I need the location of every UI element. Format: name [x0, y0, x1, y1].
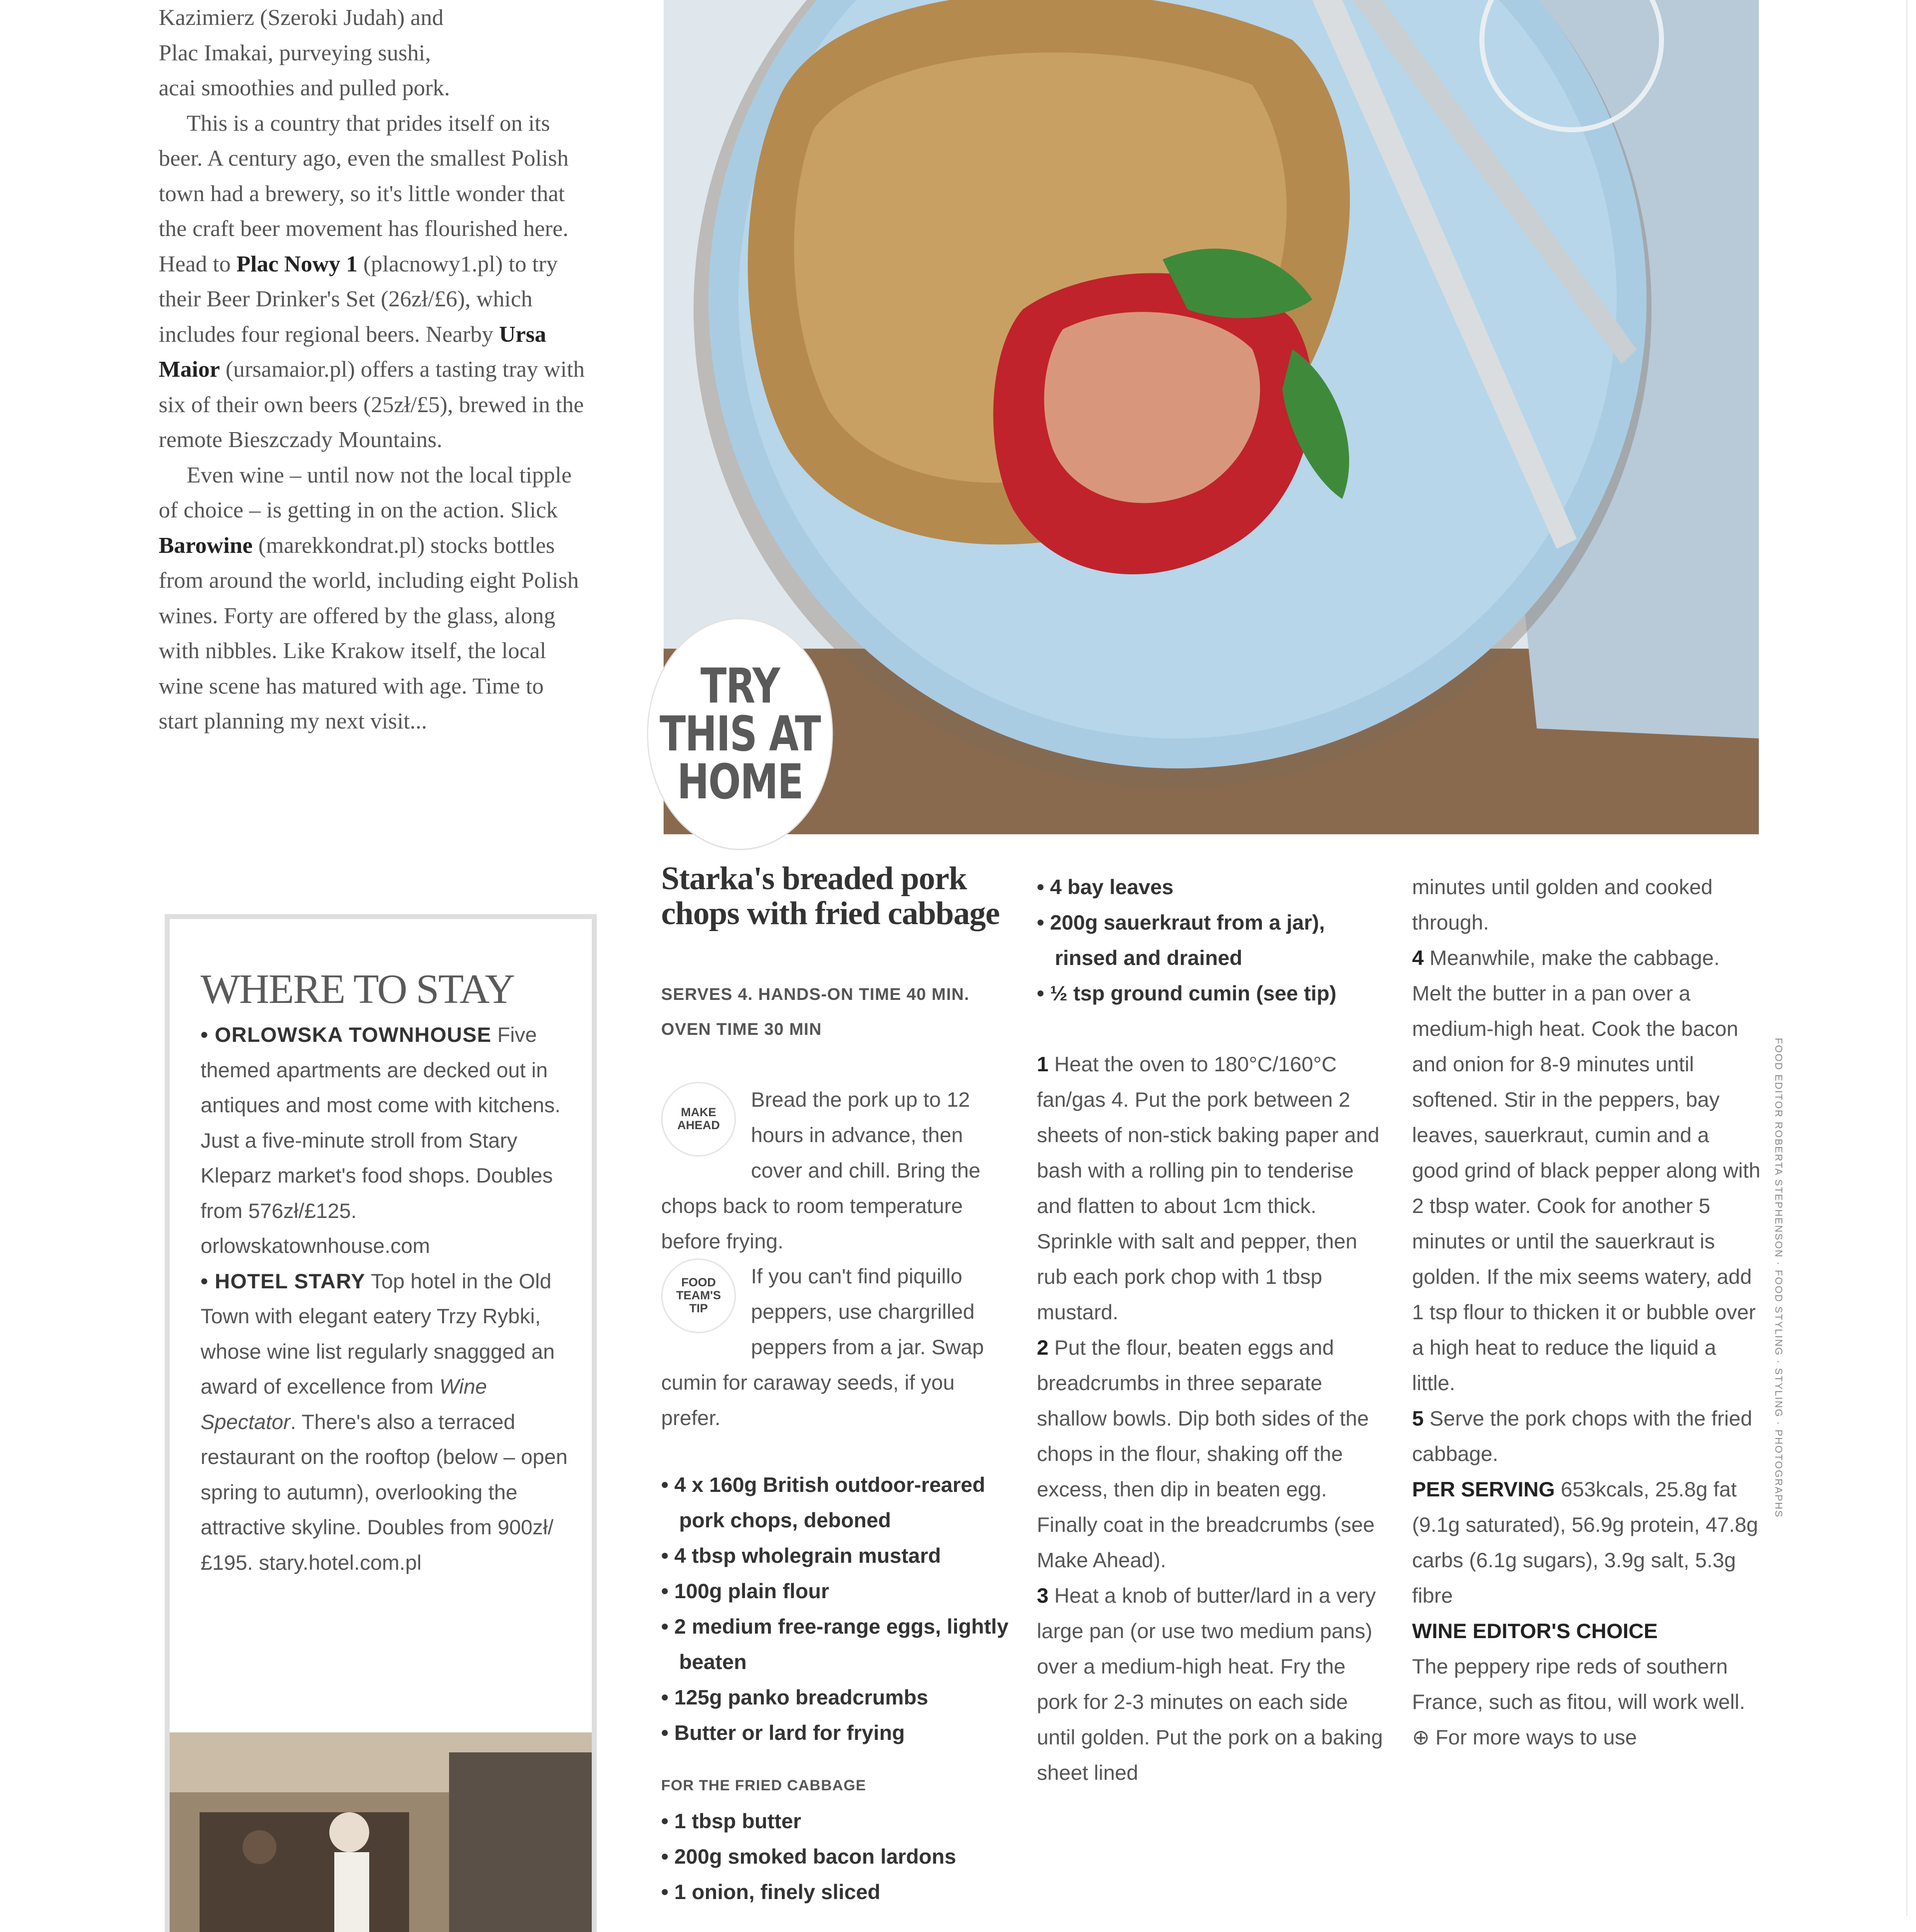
beer-text-3: (ursamaior.pl) offers a tasting tray with six of their own beers (25zł/£5), brewed in the remote Bieszczady Mountains. — [159, 356, 585, 452]
intro-line-3: acai smoothies and pulled pork. — [159, 75, 450, 100]
ingredient-item: • 125g panko breadcrumbs — [661, 1680, 1010, 1715]
wine-choice — [1412, 1613, 1761, 1649]
method-step-2 — [1037, 1330, 1386, 1578]
wine-spectator: Wine Spectator — [201, 1375, 487, 1434]
method-step-1 — [1037, 1046, 1386, 1330]
wine-choice-text: The peppery ripe reds of southern France, such as fitou, will work well. — [1412, 1655, 1745, 1713]
venue-barowine: Barowine — [159, 532, 253, 558]
recipe-title: Starka's breaded pork chops with fried cabbage — [661, 860, 1000, 932]
food-team-tip — [661, 1258, 1010, 1436]
step-number: 5 — [1412, 1407, 1424, 1430]
step-number: 3 — [1037, 1584, 1049, 1607]
ingredient-item: • 4 tbsp wholegrain mustard — [661, 1538, 1010, 1573]
food-team-icon: FOOD TEAM'S TIP — [661, 1258, 736, 1333]
ingredient-item: • 2 medium free-range eggs, lightly beaten — [661, 1609, 1010, 1680]
step-text: Heat the oven to 180°C/160°C fan/gas 4. Put the pork between 2 sheets of non-stick baking paper and bash with a rolling pin to tenderise and flatten to about 1cm thick. Sprinkle with salt and pepper, then rub each pork chop with 1 tbsp mustard. — [1037, 1052, 1380, 1324]
method-column-1 — [1037, 869, 1386, 1790]
nutrition-info — [1412, 1471, 1761, 1613]
hotel-stary-text-a: Top hotel in the Old Town with elegant eatery Trzy Rybki, whose wine list regularly snaggged an award of excellence from — [201, 1269, 555, 1398]
badge-line-1: TRY — [700, 658, 780, 714]
step-3-continued: minutes until golden and cooked through. — [1412, 875, 1713, 934]
intro-line-1: Kazimierz (Szeroki Judah) and — [159, 4, 444, 30]
venue-ursa-maior: Ursa Maior — [159, 321, 546, 382]
hotel-stary-text-b: . There's also a terraced restaurant on the rooftop (below – open spring to autumn), overlooking the attractive skyline. Doubles from 900zł/£195. stary.hotel.com.pl — [201, 1410, 568, 1574]
step-text: Put the flour, beaten eggs and breadcrumbs in three separate shallow bowls. Dip both sides of the chops in the flour, shaking off the excess, then dip in beaten egg. Finally coat in the breadcrumbs (see Make Ahead). — [1037, 1336, 1375, 1572]
ingredient-item: • 100g plain flour — [661, 1573, 1010, 1609]
hotel-stary-name: • HOTEL STARY — [201, 1269, 366, 1293]
food-team-text: If you can't find piquillo peppers, use chargrilled peppers from a jar. Swap cumin for caraway seeds, if you prefer. — [661, 1264, 984, 1430]
wine-text-1: Even wine – until now not the local tipple of choice – is getting in on the action. Slick — [159, 462, 572, 522]
recipe-serves: SERVES 4. HANDS-ON TIME 40 MIN. OVEN TIME 30 MIN — [661, 985, 969, 1039]
method-step-4 — [1412, 940, 1761, 1401]
step-number: 1 — [1037, 1052, 1049, 1076]
step-text: Heat a knob of butter/lard in a very large pan (or use two medium pans) over a medium-high heat. Fry the pork for 2-3 minutes on each side until golden. Put the pork on a baking sheet lined — [1037, 1584, 1383, 1784]
cabbage-ingredient: • 1 tbsp butter — [661, 1803, 1010, 1839]
cabbage-ingredient: • 4 bay leaves — [1037, 869, 1386, 905]
hotel-stary — [201, 1264, 570, 1581]
cabbage-ingredient: • ½ tsp ground cumin (see tip) — [1037, 975, 1386, 1011]
wine-choice-label: WINE EDITOR'S CHOICE — [1412, 1619, 1658, 1643]
step-number: 2 — [1037, 1336, 1049, 1359]
badge-line-2: THIS AT — [660, 706, 820, 762]
badge-line-3: HOME — [677, 754, 803, 810]
hotel-orlowska — [201, 1017, 570, 1264]
try-this-at-home-badge — [647, 618, 833, 850]
cabbage-ingredient: • 200g smoked bacon lardons — [661, 1839, 1010, 1874]
more-ways-text: ⊕ For more ways to use — [1412, 1725, 1637, 1749]
hotel-orlowska-text: Five themed apartments are decked out in antiques and most come with kitchens. Just a five-minute stroll from Stary Kleparz market's food shops. Doubles from 576zł/£125. orlowskatownhouse.com — [201, 1023, 561, 1257]
step-text: Meanwhile, make the cabbage. Melt the butter in a pan over a medium-high heat. Cook the bacon and onion for 8-9 minutes until softened. Stir in the peppers, bay leaves, sauerkraut, cumin and a good grind of black pepper along with 2 tbsp water. Cook for another 5 minutes or until the sauerkraut is golden. If the mix seems watery, add 1 tsp flour to thicken it or bubble over a high heat to reduce the liquid a little. — [1412, 946, 1761, 1395]
venue-plac-nowy: Plac Nowy 1 — [236, 250, 358, 276]
ingredients-list — [661, 1467, 1010, 1910]
rooftop-terrace-photo — [170, 1732, 592, 1932]
intro-line-2: Plac Imakai, purveying sushi, — [159, 39, 431, 65]
fried-cabbage-heading: FOR THE FRIED CABBAGE — [661, 1777, 866, 1794]
photo-credit: FOOD EDITOR ROBERTA STEPHENSON · FOOD STYLING · STYLING · PHOTOGRAPHS — [1773, 1038, 1784, 1518]
beer-text-1: This is a country that prides itself on its beer. A century ago, even the smallest Polish town had a brewery, so it's little wonder that the craft beer movement has flourished here. Head to — [159, 110, 569, 276]
per-serving-text: 653kcals, 25.8g fat (9.1g saturated), 56.9g protein, 47.8g carbs (6.1g sugars), 3.9g salt, 5.3g fibre — [1412, 1477, 1758, 1607]
method-column-2 — [1412, 869, 1761, 1755]
wine-paragraph — [159, 458, 588, 739]
step-number: 4 — [1412, 946, 1424, 969]
make-ahead-icon: MAKE AHEAD — [661, 1082, 736, 1157]
ingredient-item: • 4 x 160g British outdoor-reared pork chops, deboned — [661, 1467, 1010, 1538]
per-serving-label: PER SERVING — [1412, 1477, 1555, 1501]
article-column — [159, 0, 588, 739]
cabbage-ingredient: • 1 onion, finely sliced — [661, 1874, 1010, 1910]
method-step-3 — [1037, 1578, 1386, 1790]
ingredient-item: • Butter or lard for frying — [661, 1715, 1010, 1750]
where-to-stay-title: WHERE TO STAY — [201, 966, 514, 1012]
beer-text-2: (placnowy1.pl) to try their Beer Drinker's Set (26zł/£6), which includes four regional beers. Nearby — [159, 250, 558, 347]
page-edge-rule — [1906, 0, 1908, 1916]
hotel-orlowska-name: • ORLOWSKA TOWNHOUSE — [201, 1023, 492, 1046]
beer-paragraph — [159, 106, 588, 458]
wine-text-2: (marekkondrat.pl) stocks bottles from around the world, including eight Polish wines. Forty are offered by the glass, along with nibbles. Like Krakow itself, the local wine scene has matured with age. Time to start planning my next visit... — [159, 532, 579, 733]
make-ahead-tip — [661, 1082, 1010, 1259]
make-ahead-text: Bread the pork up to 12 hours in advance, then cover and chill. Bring the chops back to room temperature before frying. — [661, 1088, 980, 1253]
step-text: Serve the pork chops with the fried cabbage. — [1412, 1407, 1752, 1465]
where-to-stay-box — [165, 914, 597, 1932]
cabbage-ingredient: • 200g sauerkraut from a jar), rinsed and drained — [1037, 905, 1386, 975]
method-step-5 — [1412, 1401, 1761, 1471]
